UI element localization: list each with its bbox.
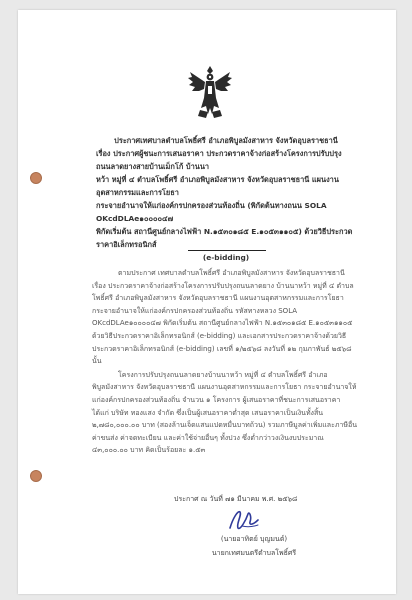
heading-line-6: (e-bidding) [202,253,250,262]
signer-title: นายกเทศมนตรีตำบลโพธิ์ศรี [211,549,297,557]
document-page [18,10,396,594]
body-paragraph-1: ตามประกาศ เทศบาลตำบลโพธิ์ศรี อำเภอพิบูลมังสาหาร จังหวัดอุบลราชธานี เรื่อง ประกวดราคาจ้างก่อสร้างโครงการปรับปรุงถนนลาดยาง บ้านนาหว้า หมู่ที่ ๔ ตำบลโพธิ์ศรี อำเภอพิบูลมังสาหาร จังหวัดอุบลราชธานี แผนงานอุตสาหกรรมและการโยธา กระจายอำนาจให้แก่องค์กรปกครองส่วนท้องถิ่น รหัสทางหลวง SOLA OKcdDLAe๑๐๐๐๐๔๗ พิกัดเริ่มต้น สถานีศูนย์กลางไฟฟ้า N.๑๕๓๐๑๘๕ E.๑๐๕๓๑๑๐๕ ด้วยวิธีประกวดราคาอิเล็กทรอนิกส์ (e-bidding) และเอกสารประกวดราคาจ้างด้วยวิธีประกวดราคาอิเล็กทรอนิกส์ (e-bidding) เลขที่ ๑/๒๕๖๘ ลงวันที่ ๑๒ กุมภาพันธ์ ๒๕๖๘ นั้น [92,269,354,366]
heading-line-1: ประกาศเทศบาลตำบลโพธิ์ศรี อำเภอพิบูลมังสาหาร จังหวัดอุบลราชธานี [114,136,338,145]
garuda-emblem-icon [186,62,234,122]
announcement-date: ประกาศ ณ วันที่ ๗๑ มีนาคม พ.ศ. ๒๕๖๘ [174,495,298,503]
heading-line-3: หว้า หมู่ที่ ๔ ตำบลโพธิ์ศรี อำเภอพิบูลมังสาหาร จังหวัดอุบลราชธานี แผนงานอุตสาหกรรมและการโยธา [96,175,339,197]
body-paragraph-2: โครงการปรับปรุงถนนลาดยางบ้านนาหว้า หมู่ที่ ๔ ตำบลโพธิ์ศรี อำเภอพิบูลมังสาหาร จังหวัดอุบลราชธานี แผนงานอุตสาหกรรมและการโยธา กระจายอำนาจให้แก่องค์กรปกครองส่วนท้องถิ่น จำนวน ๑ โครงการ ผู้เสนอราคาที่ชนะการเสนอราคา ได้แก่ บริษัท ทองแสง จำกัด ซึ่งเป็นผู้เสนอราคาต่ำสุด เสนอราคาเป็นเงินทั้งสิ้น ๒,๗๘๐,๐๐๐.๐๐ บาท (สองล้านเจ็ดแสนแปดหมื่นบาทถ้วน) รวมภาษีมูลค่าเพิ่มและภาษีอื่น ค่าขนส่ง ค่าจดทะเบียน และค่าใช้จ่ายอื่นๆ ทั้งปวง ซึ่งต่ำกว่าวงเงินงบประมาณ ๔๓,๐๐๐.๐๐ บาท คิดเป็นร้อยละ ๑.๕๓ [92,370,357,455]
punch-hole-top [30,172,42,184]
announcement-heading [96,134,356,264]
heading-divider [188,250,266,251]
handwritten-signature [224,506,264,534]
punch-hole-bottom [30,470,42,482]
heading-line-2: เรื่อง ประกาศผู้ชนะการเสนอราคา ประกวดราคาจ้างก่อสร้างโครงการปรับปรุงถนนลาดยางสายบ้านเม็กโก้ บ้านนา [96,149,342,171]
heading-line-4: กระจายอำนาจให้แก่องค์กรปกครองส่วนท้องถิ่น (พิกัดต้นทางถนน SOLA OKcdDLAe๑๐๐๐๐๔๗ [96,201,327,223]
announcement-body [92,267,358,457]
signer-name: (นายอาทิตย์ บุญมนต์) [220,535,288,543]
heading-line-5: พิกัดเริ่มต้น สถานีศูนย์กลางไฟฟ้า N.๑๕๓๐๑๘๕ E.๑๐๕๓๑๑๐๕) ด้วยวิธีประกวดราคาอิเล็กทรอนิกส์ [96,227,353,249]
